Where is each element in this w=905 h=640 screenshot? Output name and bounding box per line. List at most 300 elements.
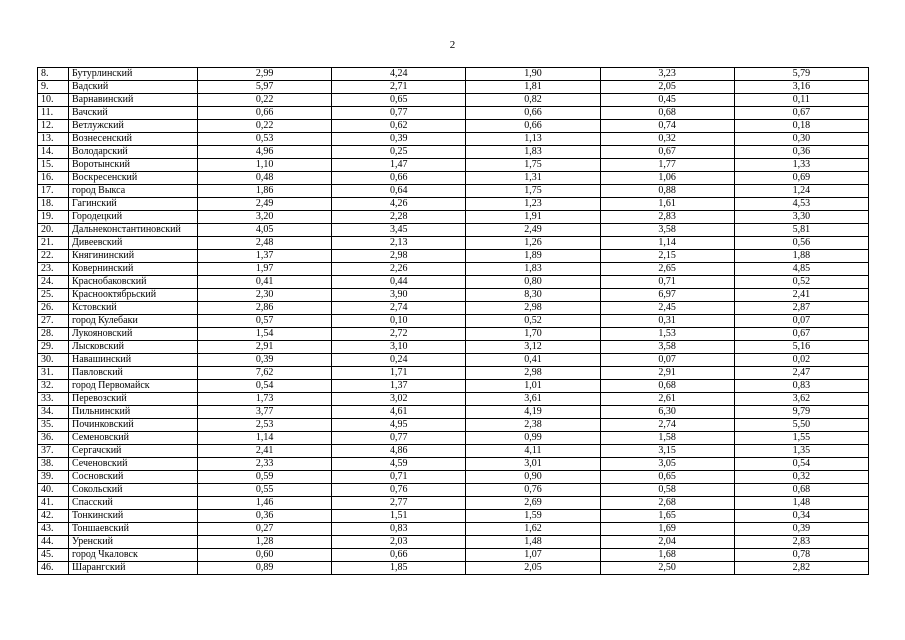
value-col-3: 1,07 [466,549,600,562]
value-col-5: 0,67 [734,328,868,341]
value-col-3: 1,81 [466,81,600,94]
value-col-5: 2,83 [734,536,868,549]
value-col-1: 0,66 [198,107,332,120]
table-row [38,107,869,120]
row-number: 40. [38,484,69,497]
value-col-4: 1,61 [600,198,734,211]
value-col-3: 2,49 [466,224,600,237]
value-col-1: 0,22 [198,94,332,107]
value-col-1: 0,54 [198,380,332,393]
value-col-1: 0,55 [198,484,332,497]
district-name: Тоншаевский [69,523,198,536]
district-name: город Первомайск [69,380,198,393]
value-col-3: 1,75 [466,159,600,172]
row-number: 14. [38,146,69,159]
value-col-3: 4,19 [466,406,600,419]
value-col-3: 2,05 [466,562,600,575]
row-number: 23. [38,263,69,276]
district-name: Гагинский [69,198,198,211]
value-col-2: 4,86 [332,445,466,458]
table-row [38,159,869,172]
value-col-4: 3,58 [600,224,734,237]
table-row [38,185,869,198]
district-name: Ветлужский [69,120,198,133]
value-col-2: 0,24 [332,354,466,367]
value-col-3: 1,83 [466,263,600,276]
value-col-3: 0,66 [466,107,600,120]
table-row [38,380,869,393]
row-number: 24. [38,276,69,289]
row-number: 33. [38,393,69,406]
table-row [38,341,869,354]
value-col-4: 1,14 [600,237,734,250]
table-row [38,263,869,276]
value-col-1: 2,86 [198,302,332,315]
value-col-3: 1,91 [466,211,600,224]
value-col-2: 2,71 [332,81,466,94]
district-name: город Чкаловск [69,549,198,562]
row-number: 46. [38,562,69,575]
value-col-2: 0,39 [332,133,466,146]
row-number: 45. [38,549,69,562]
value-col-2: 2,03 [332,536,466,549]
value-col-1: 2,30 [198,289,332,302]
value-col-5: 0,78 [734,549,868,562]
table-row [38,484,869,497]
value-col-4: 0,68 [600,380,734,393]
row-number: 21. [38,237,69,250]
value-col-2: 0,64 [332,185,466,198]
value-col-1: 7,62 [198,367,332,380]
table-row [38,289,869,302]
row-number: 32. [38,380,69,393]
value-col-4: 3,23 [600,68,734,81]
data-table [37,67,869,575]
value-col-5: 0,56 [734,237,868,250]
table-row [38,328,869,341]
value-col-3: 2,69 [466,497,600,510]
value-col-4: 2,45 [600,302,734,315]
value-col-5: 5,81 [734,224,868,237]
value-col-1: 5,97 [198,81,332,94]
value-col-3: 1,59 [466,510,600,523]
district-name: Городецкий [69,211,198,224]
value-col-3: 3,01 [466,458,600,471]
value-col-4: 1,68 [600,549,734,562]
row-number: 19. [38,211,69,224]
value-col-5: 5,79 [734,68,868,81]
value-col-3: 0,90 [466,471,600,484]
value-col-5: 3,30 [734,211,868,224]
row-number: 26. [38,302,69,315]
row-number: 44. [38,536,69,549]
row-number: 34. [38,406,69,419]
value-col-2: 0,65 [332,94,466,107]
value-col-1: 0,53 [198,133,332,146]
row-number: 29. [38,341,69,354]
value-col-4: 2,74 [600,419,734,432]
value-col-1: 1,86 [198,185,332,198]
value-col-2: 1,51 [332,510,466,523]
row-number: 10. [38,94,69,107]
row-number: 37. [38,445,69,458]
value-col-4: 2,05 [600,81,734,94]
district-name: Краснобаковский [69,276,198,289]
row-number: 35. [38,419,69,432]
value-col-3: 1,01 [466,380,600,393]
value-col-1: 1,37 [198,250,332,263]
value-col-3: 3,61 [466,393,600,406]
value-col-3: 0,76 [466,484,600,497]
value-col-5: 0,52 [734,276,868,289]
value-col-4: 0,07 [600,354,734,367]
value-col-5: 3,62 [734,393,868,406]
district-name: город Кулебаки [69,315,198,328]
row-number: 25. [38,289,69,302]
value-col-4: 3,15 [600,445,734,458]
value-col-2: 1,85 [332,562,466,575]
row-number: 27. [38,315,69,328]
value-col-5: 1,88 [734,250,868,263]
value-col-4: 0,67 [600,146,734,159]
value-col-2: 1,37 [332,380,466,393]
value-col-5: 2,47 [734,367,868,380]
value-col-5: 1,35 [734,445,868,458]
value-col-1: 1,10 [198,159,332,172]
value-col-4: 1,65 [600,510,734,523]
value-col-4: 2,61 [600,393,734,406]
value-col-2: 4,61 [332,406,466,419]
value-col-4: 2,65 [600,263,734,276]
value-col-5: 2,87 [734,302,868,315]
district-name: Сергачский [69,445,198,458]
district-name: Воскресенский [69,172,198,185]
value-col-2: 3,45 [332,224,466,237]
value-col-4: 1,69 [600,523,734,536]
value-col-4: 0,31 [600,315,734,328]
district-name: Спасский [69,497,198,510]
district-name: Павловский [69,367,198,380]
value-col-4: 2,15 [600,250,734,263]
value-col-2: 4,59 [332,458,466,471]
value-col-2: 2,13 [332,237,466,250]
value-col-5: 3,16 [734,81,868,94]
value-col-3: 4,11 [466,445,600,458]
table-row [38,419,869,432]
table-row [38,68,869,81]
value-col-4: 3,05 [600,458,734,471]
table-row [38,315,869,328]
value-col-2: 0,10 [332,315,466,328]
value-col-2: 3,90 [332,289,466,302]
value-col-5: 4,53 [734,198,868,211]
value-col-2: 2,28 [332,211,466,224]
value-col-2: 0,66 [332,172,466,185]
value-col-3: 1,83 [466,146,600,159]
row-number: 17. [38,185,69,198]
value-col-3: 1,26 [466,237,600,250]
district-name: Ковернинский [69,263,198,276]
value-col-5: 0,83 [734,380,868,393]
value-col-3: 8,30 [466,289,600,302]
value-col-2: 4,24 [332,68,466,81]
value-col-4: 2,91 [600,367,734,380]
value-col-1: 2,53 [198,419,332,432]
value-col-2: 4,26 [332,198,466,211]
value-col-3: 0,41 [466,354,600,367]
value-col-2: 0,71 [332,471,466,484]
value-col-5: 2,41 [734,289,868,302]
value-col-2: 3,02 [332,393,466,406]
table-row [38,276,869,289]
value-col-4: 1,53 [600,328,734,341]
table-row [38,536,869,549]
value-col-4: 2,04 [600,536,734,549]
value-col-2: 2,26 [332,263,466,276]
table-row [38,224,869,237]
district-name: Княгининский [69,250,198,263]
row-number: 43. [38,523,69,536]
row-number: 15. [38,159,69,172]
value-col-3: 0,66 [466,120,600,133]
district-name: Воротынский [69,159,198,172]
value-col-3: 1,48 [466,536,600,549]
table-row [38,406,869,419]
row-number: 28. [38,328,69,341]
district-name: Тонкинский [69,510,198,523]
district-name: Дальнеконстантиновский [69,224,198,237]
table-row [38,198,869,211]
row-number: 12. [38,120,69,133]
value-col-3: 1,31 [466,172,600,185]
value-col-2: 1,47 [332,159,466,172]
value-col-3: 1,13 [466,133,600,146]
district-name: Дивеевский [69,237,198,250]
value-col-2: 0,62 [332,120,466,133]
value-col-5: 1,33 [734,159,868,172]
row-number: 13. [38,133,69,146]
value-col-1: 0,57 [198,315,332,328]
value-col-1: 2,33 [198,458,332,471]
value-col-4: 0,58 [600,484,734,497]
value-col-4: 1,06 [600,172,734,185]
value-col-2: 0,77 [332,107,466,120]
value-col-3: 1,90 [466,68,600,81]
value-col-1: 2,91 [198,341,332,354]
value-col-4: 0,45 [600,94,734,107]
value-col-5: 0,68 [734,484,868,497]
table-row [38,237,869,250]
value-col-1: 0,41 [198,276,332,289]
table-row [38,367,869,380]
table-row [38,94,869,107]
value-col-4: 0,74 [600,120,734,133]
row-number: 16. [38,172,69,185]
value-col-2: 0,77 [332,432,466,445]
district-name: Вознесенский [69,133,198,146]
value-col-4: 0,65 [600,471,734,484]
table-row [38,445,869,458]
district-name: Кстовский [69,302,198,315]
value-col-5: 0,34 [734,510,868,523]
value-col-2: 2,77 [332,497,466,510]
value-col-1: 1,46 [198,497,332,510]
table-row [38,354,869,367]
value-col-3: 1,75 [466,185,600,198]
value-col-4: 0,88 [600,185,734,198]
value-col-4: 6,97 [600,289,734,302]
district-name: Володарский [69,146,198,159]
table-row [38,211,869,224]
value-col-3: 3,12 [466,341,600,354]
table-row [38,302,869,315]
table-row [38,523,869,536]
value-col-1: 2,99 [198,68,332,81]
value-col-5: 0,36 [734,146,868,159]
value-col-1: 1,28 [198,536,332,549]
value-col-2: 2,98 [332,250,466,263]
value-col-1: 4,05 [198,224,332,237]
value-col-5: 0,39 [734,523,868,536]
row-number: 41. [38,497,69,510]
table-row [38,146,869,159]
value-col-1: 2,48 [198,237,332,250]
table-row [38,133,869,146]
value-col-4: 0,32 [600,133,734,146]
row-number: 9. [38,81,69,94]
value-col-2: 0,83 [332,523,466,536]
value-col-1: 0,27 [198,523,332,536]
value-col-3: 1,89 [466,250,600,263]
value-col-1: 1,14 [198,432,332,445]
district-name: Перевозский [69,393,198,406]
value-col-4: 2,83 [600,211,734,224]
row-number: 42. [38,510,69,523]
table-row [38,562,869,575]
value-col-5: 0,69 [734,172,868,185]
district-name: Лукояновский [69,328,198,341]
district-name: Навашинский [69,354,198,367]
value-col-1: 3,20 [198,211,332,224]
district-name: Краснооктябрьский [69,289,198,302]
value-col-1: 0,60 [198,549,332,562]
district-name: Сеченовский [69,458,198,471]
value-col-5: 5,16 [734,341,868,354]
value-col-2: 1,71 [332,367,466,380]
value-col-2: 2,72 [332,328,466,341]
page-number: 2 [449,39,456,51]
value-col-1: 2,49 [198,198,332,211]
value-col-1: 2,41 [198,445,332,458]
value-col-5: 0,02 [734,354,868,367]
district-name: Шарангский [69,562,198,575]
value-col-4: 0,68 [600,107,734,120]
district-name: Починковский [69,419,198,432]
value-col-5: 5,50 [734,419,868,432]
value-col-3: 0,99 [466,432,600,445]
value-col-5: 2,82 [734,562,868,575]
table-row [38,120,869,133]
value-col-5: 0,18 [734,120,868,133]
value-col-5: 0,67 [734,107,868,120]
district-name: Сокольский [69,484,198,497]
district-name: Семеновский [69,432,198,445]
district-name: Уренский [69,536,198,549]
value-col-3: 0,82 [466,94,600,107]
value-col-3: 0,80 [466,276,600,289]
value-col-1: 0,59 [198,471,332,484]
value-col-5: 0,07 [734,315,868,328]
value-col-1: 4,96 [198,146,332,159]
row-number: 36. [38,432,69,445]
value-col-3: 2,98 [466,367,600,380]
table-row [38,250,869,263]
value-col-2: 2,74 [332,302,466,315]
value-col-5: 1,24 [734,185,868,198]
value-col-1: 0,22 [198,120,332,133]
value-col-1: 1,97 [198,263,332,276]
value-col-5: 0,32 [734,471,868,484]
value-col-1: 1,73 [198,393,332,406]
row-number: 20. [38,224,69,237]
table-row [38,471,869,484]
district-name: Вачский [69,107,198,120]
table-row [38,497,869,510]
table-row [38,81,869,94]
district-name: Сосновский [69,471,198,484]
value-col-3: 1,70 [466,328,600,341]
value-col-5: 4,85 [734,263,868,276]
table-row [38,172,869,185]
district-name: Пильнинский [69,406,198,419]
value-col-3: 1,62 [466,523,600,536]
value-col-1: 0,39 [198,354,332,367]
value-col-3: 2,38 [466,419,600,432]
value-col-3: 2,98 [466,302,600,315]
value-col-4: 3,58 [600,341,734,354]
district-name: Вадский [69,81,198,94]
value-col-4: 6,30 [600,406,734,419]
value-col-2: 0,44 [332,276,466,289]
table-row [38,458,869,471]
value-col-1: 0,89 [198,562,332,575]
value-col-2: 0,66 [332,549,466,562]
value-col-2: 4,95 [332,419,466,432]
district-name: Лысковский [69,341,198,354]
value-col-4: 2,68 [600,497,734,510]
value-col-1: 1,54 [198,328,332,341]
value-col-5: 0,11 [734,94,868,107]
value-col-2: 3,10 [332,341,466,354]
value-col-1: 0,48 [198,172,332,185]
value-col-2: 0,25 [332,146,466,159]
value-col-5: 0,54 [734,458,868,471]
value-col-4: 1,77 [600,159,734,172]
row-number: 30. [38,354,69,367]
district-name: город Выкса [69,185,198,198]
value-col-5: 0,30 [734,133,868,146]
value-col-3: 1,23 [466,198,600,211]
table-row [38,432,869,445]
district-name: Бутурлинский [69,68,198,81]
row-number: 11. [38,107,69,120]
value-col-4: 0,71 [600,276,734,289]
value-col-4: 2,50 [600,562,734,575]
value-col-3: 0,52 [466,315,600,328]
value-col-5: 9,79 [734,406,868,419]
value-col-4: 1,58 [600,432,734,445]
table-row [38,549,869,562]
